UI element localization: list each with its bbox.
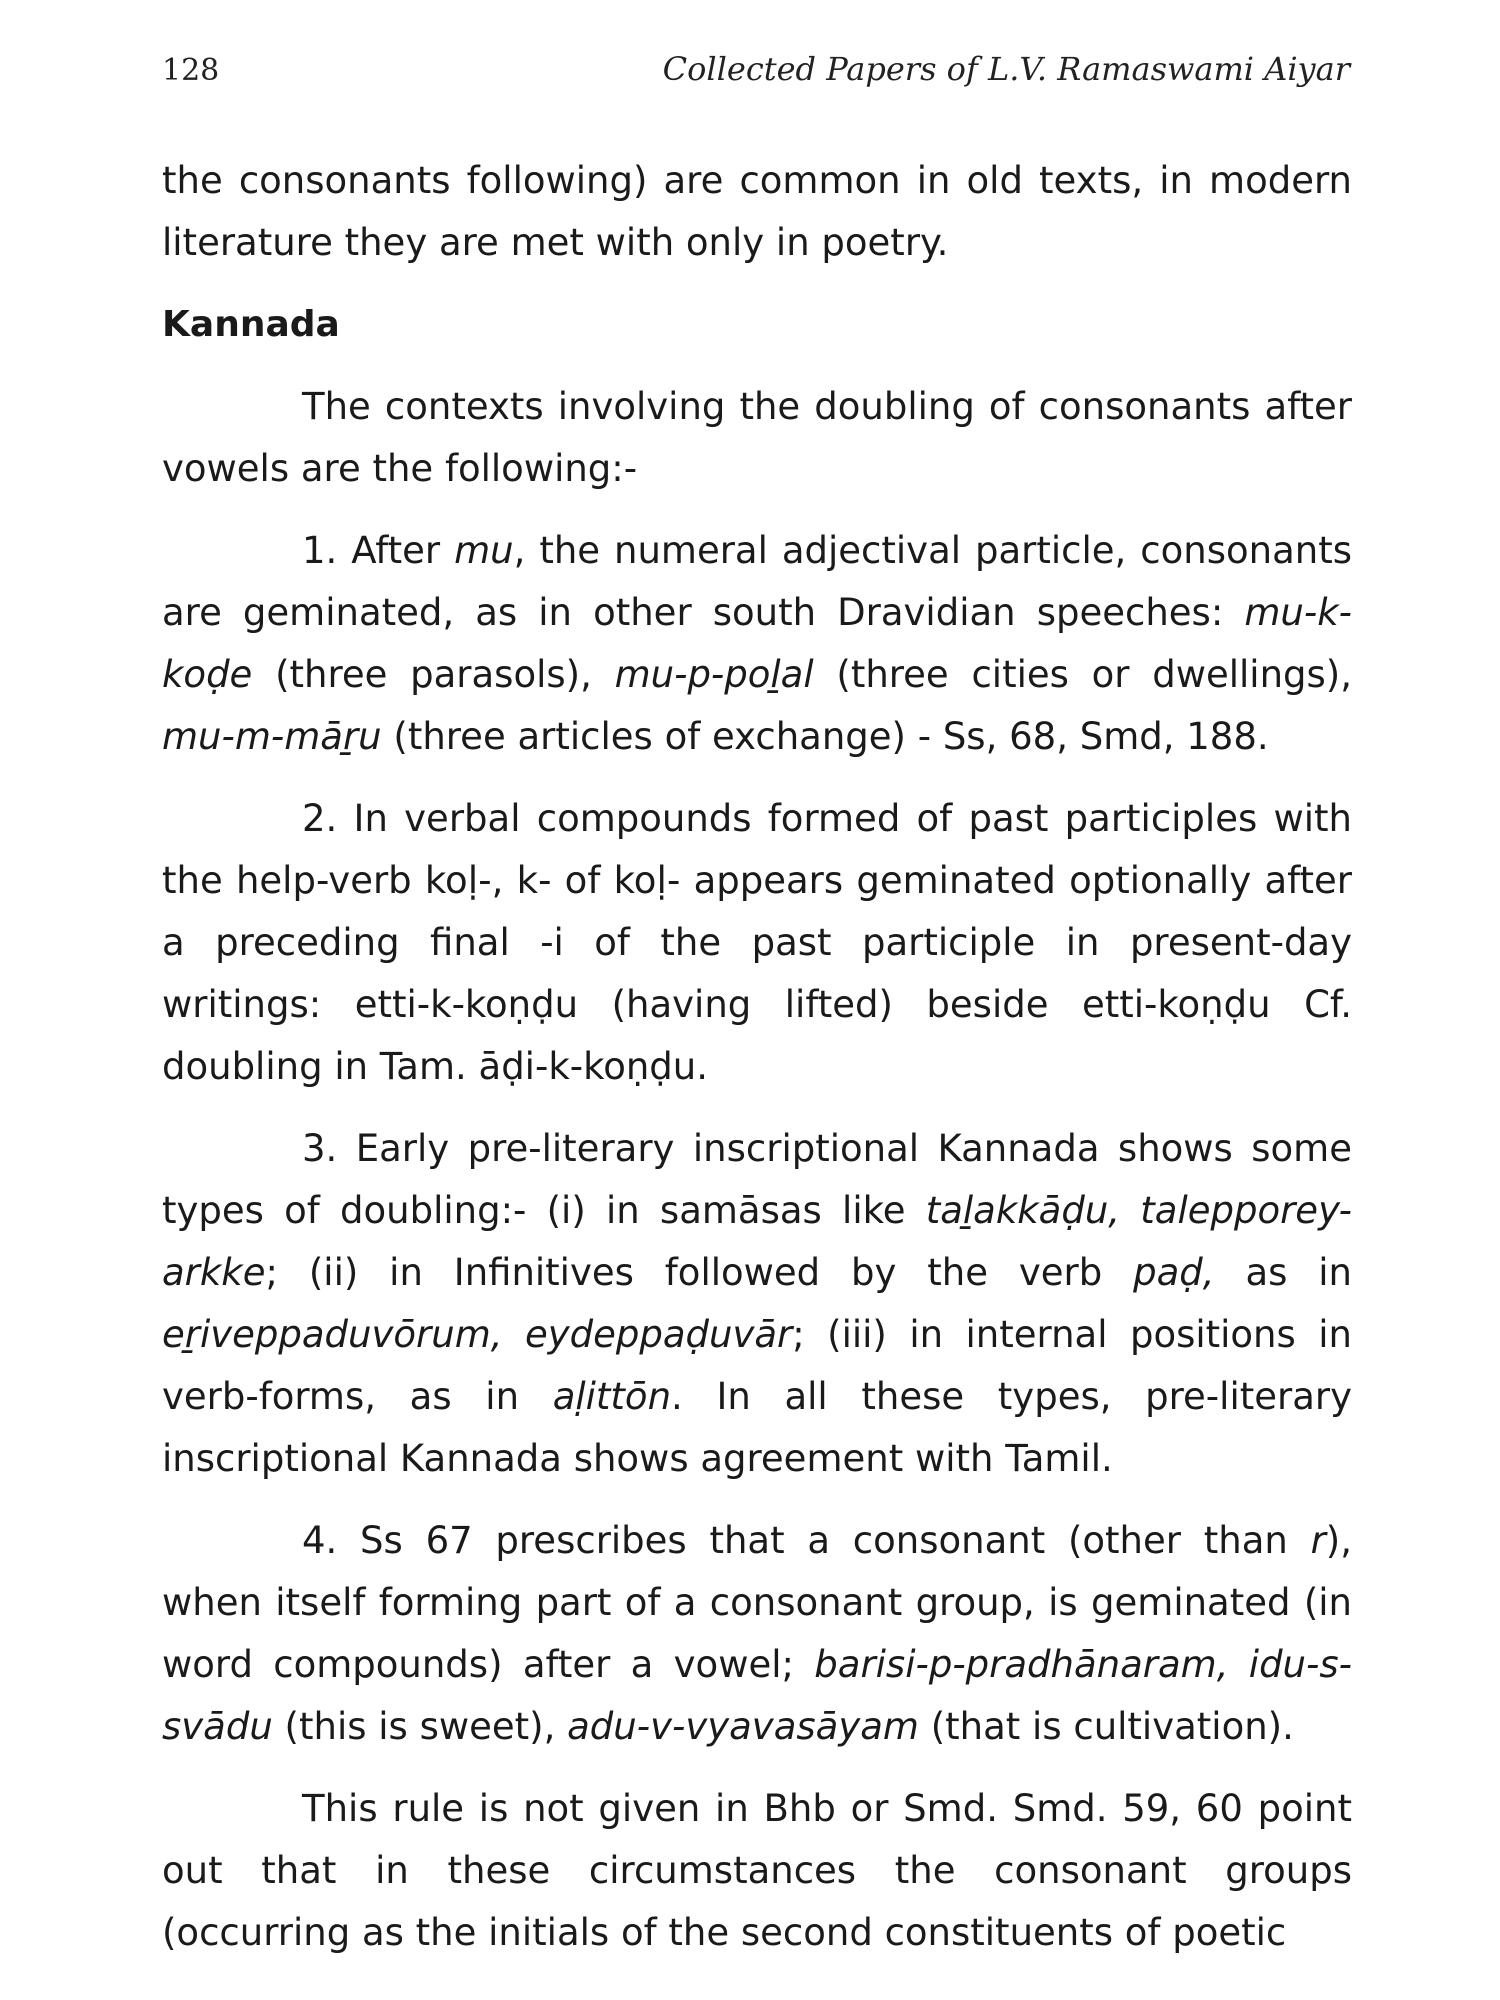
paragraph-1-term: mu-k-koḍe [162,591,1352,696]
paragraph-3-term: eṟiveppaduvōrum, eydeppaḍuvār [162,1313,793,1356]
paragraph-2: 2. In verbal compounds formed of past participles with the help-verb koḷ-, k- of koḷ- appears geminated optionally after a preceding final -i of the past participle in present-day writings: etti-k-koṇḍu (having lifted) beside etti-koṇḍu Cf. doubling in Tam. āḍi-k-koṇḍu. [162,797,1352,1088]
paragraph-3-term: paḍ, [1133,1251,1215,1294]
paragraph-3-text: . In all these types, pre-literary inscriptional Kannada shows agreement with Tamil. [162,1375,1352,1480]
paragraph-4-term: r [1310,1519,1326,1562]
paragraph-4-text: 4. Ss 67 prescribes that a consonant (other than [302,1519,1311,1562]
paragraph-4-text: (that is cultivation). [918,1705,1294,1748]
intro-paragraph: the consonants following) are common in old texts, in modern literature they are met with only in poetry. [162,159,1352,264]
paragraph-1-text: (three articles of exchange) - Ss, 68, Smd, 188. [381,715,1269,758]
paragraph-4 [162,1510,1352,1758]
paragraph-3-term: taḻakkāḍu, talepporey-arkke [162,1189,1353,1294]
paragraph-3-text: ; (iii) in internal positions in verb-forms, as in [162,1313,1352,1418]
paragraph-3-text: ; (ii) in Infinitives followed by the verb [265,1251,1134,1294]
paragraph-4-text: (this is sweet), [272,1705,568,1748]
paragraph-1-text: (three parasols), [252,653,615,696]
paragraph-gap [162,768,1352,788]
paragraph-gap [162,1490,1352,1510]
page-number: 128 [162,53,220,88]
paragraph-4-text: ), when itself forming part of a consonant group, is geminated (in word compounds) after a vowel; [162,1519,1352,1686]
section-heading: Kannada [162,304,340,345]
paragraph-5: This rule is not given in Bhb or Smd. Smd. 59, 60 point out that in these circumstances the consonant groups (occurring as the initials of the second constituents of poetic [162,1787,1352,1954]
paragraph-3-text: as in [1214,1251,1353,1294]
paragraph-gap [162,500,1352,520]
paragraph-3-term: aḷittōn [552,1375,672,1418]
paragraph-3-text: 3. Early pre-literary inscriptional Kannada shows some types of doubling:- (i) in samāsas like [162,1127,1352,1232]
paragraph-gap [162,1098,1352,1118]
paragraph-1-term: mu-p-poḻal [614,653,814,696]
body-text [162,150,1352,1964]
paragraph-1-term: mu-m-māṟu [162,715,382,758]
paragraph-1-text: (three cities or dwellings), [813,653,1352,696]
paragraph-4-term: barisi-p-pradhānaram, idu-s-svādu [162,1643,1352,1748]
lead-paragraph: The contexts involving the doubling of consonants after vowels are the following:- [162,385,1352,490]
paragraph-4-term: adu-v-vyavasāyam [567,1705,919,1748]
paragraph-1-term: mu [454,529,514,572]
paragraph-1 [162,520,1352,768]
paragraph-1-text: , the numeral adjectival particle, consonants are geminated, as in other south Dravidian speeches: [162,529,1352,634]
running-header [162,50,1350,100]
running-title: Collected Papers of L.V. Ramaswami Aiyar [662,50,1350,88]
paragraph-gap [162,1758,1352,1778]
paragraph-3 [162,1118,1352,1490]
paragraph-1-text: 1. After [302,529,455,572]
